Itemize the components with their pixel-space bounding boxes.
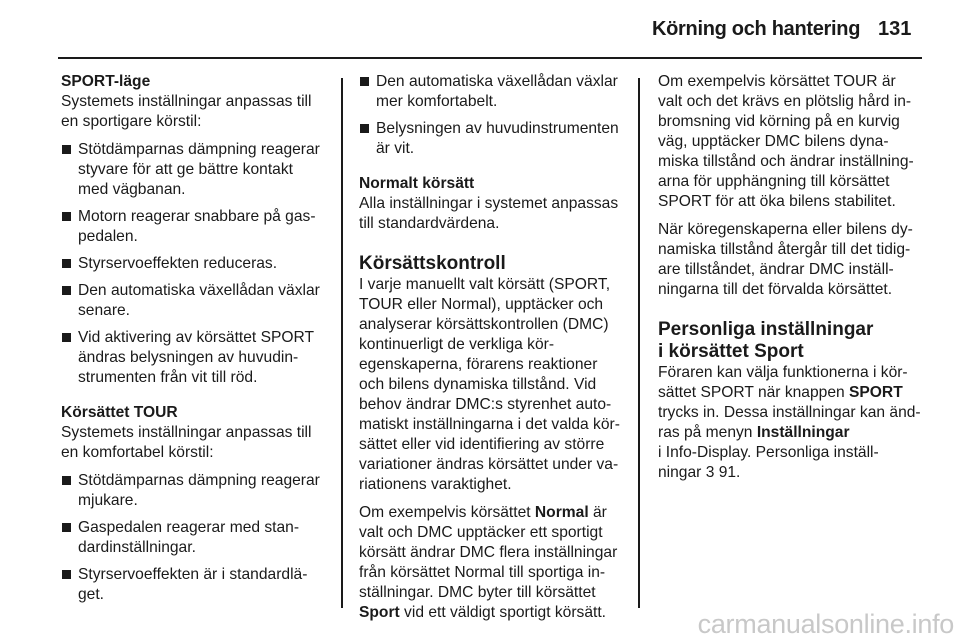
text-line: Systemets inställningar anpassas till xyxy=(61,93,312,110)
text-line: arna för upphängning till körsättet xyxy=(658,173,890,190)
text-line: Den automatiska växellådan växlar xyxy=(78,282,320,299)
text-line: strumenten från vit till röd. xyxy=(78,369,258,386)
text-line: variationer ändras körsättet under va- xyxy=(359,456,619,473)
text-line: trycks in. Dessa inställningar kan änd- xyxy=(658,404,921,421)
text-line xyxy=(359,603,631,623)
square-bullet-icon xyxy=(62,286,71,295)
text-line: Styrservoeffekten reduceras. xyxy=(78,255,278,272)
text-line: Den automatiska växellådan växlar xyxy=(376,73,618,90)
square-bullet-icon xyxy=(62,259,71,268)
text-line: körsätt ändrar DMC flera inställningar xyxy=(359,544,618,561)
text-line: are tillståndet, ändrar DMC inställ- xyxy=(658,261,894,278)
text-line: ställningar. DMC byter till körsättet xyxy=(359,584,596,601)
text-line: Motorn reagerar snabbare på gas- xyxy=(78,208,316,225)
text-line: Stötdämparnas dämpning reagerar xyxy=(78,472,320,489)
heading-line: i körsättet Sport xyxy=(658,341,804,362)
text-line: Föraren kan välja funktionerna i kör- xyxy=(658,364,908,381)
text-line: valt och det krävs en plötslig hård in- xyxy=(658,93,912,110)
text-line: matiskt inställningarna i det valda kör- xyxy=(359,416,620,433)
column-divider-2 xyxy=(638,78,640,608)
text-line: mjukare. xyxy=(78,492,138,509)
text-line: Styrservoeffekten är i standardlä- xyxy=(78,566,308,583)
text-line: behov ändrar DMC:s styrenhet auto- xyxy=(359,396,612,413)
text-line: Stötdämparnas dämpning reagerar xyxy=(78,141,320,158)
text-line xyxy=(658,383,933,403)
square-bullet-icon xyxy=(62,333,71,342)
text-line: en komfortabel körstil: xyxy=(61,444,214,461)
tour-list xyxy=(61,471,333,605)
list-item xyxy=(359,119,631,159)
text-line xyxy=(658,423,933,443)
text-line: Alla inställningar i systemet anpassas xyxy=(359,195,619,212)
text-line: Om exempelvis körsättet TOUR är xyxy=(658,73,896,90)
text-line xyxy=(658,463,933,483)
text-line: TOUR eller Normal), upptäcker och xyxy=(359,296,604,313)
bold-term: Inställningar xyxy=(756,424,850,441)
text-line: När köregenskaperna eller bilens dy- xyxy=(658,221,913,238)
text-span: är xyxy=(588,504,607,521)
text-line: sättet eller vid identifiering av större xyxy=(359,436,605,453)
text-line: valt och DMC upptäcker ett sportigt xyxy=(359,524,603,541)
text-line: SPORT för att öka bilens stabilitet. xyxy=(658,193,896,210)
bold-term: SPORT xyxy=(849,384,903,401)
list-item xyxy=(61,207,333,247)
text-line: dardinställningar. xyxy=(78,539,196,556)
text-line: en sportigare körstil: xyxy=(61,113,202,130)
text-line: från körsättet Normal till sportiga in- xyxy=(359,564,606,581)
page-title: Körning och hantering xyxy=(652,18,861,40)
control-heading: Körsättskontroll xyxy=(359,253,506,274)
text-line: och bilens dynamiska tillstånd. Vid xyxy=(359,376,597,393)
personal-heading xyxy=(658,319,933,363)
square-bullet-icon xyxy=(62,212,71,221)
column-divider-1 xyxy=(341,78,343,608)
list-item xyxy=(61,565,333,605)
square-bullet-icon xyxy=(62,523,71,532)
column-3 xyxy=(658,72,933,483)
text-line: styvare för att ge bättre kontakt xyxy=(78,161,293,178)
header-rule xyxy=(58,57,922,59)
normal-text xyxy=(359,194,631,234)
text-line: ändras belysningen av huvudin- xyxy=(78,349,299,366)
bold-term: Sport xyxy=(359,604,400,621)
column-2 xyxy=(359,72,631,623)
square-bullet-icon xyxy=(62,476,71,485)
list-item xyxy=(359,72,631,112)
personal-paragraph xyxy=(658,363,933,483)
list-item xyxy=(61,140,333,200)
text-line: senare. xyxy=(78,302,131,319)
list-item xyxy=(61,281,333,321)
normal-heading: Normalt körsätt xyxy=(359,175,475,192)
text-line: Systemets inställningar anpassas till xyxy=(61,424,312,441)
text-span: vid ett väldigt sportigt körsätt. xyxy=(399,604,606,621)
text-line: pedalen. xyxy=(78,228,138,245)
list-item xyxy=(61,254,333,274)
tour-heading: Körsättet TOUR xyxy=(61,404,178,421)
page-number: 131 xyxy=(878,18,912,40)
text-line: namiska tillstånd återgår till det tidig- xyxy=(658,241,911,258)
text-line: med vägbanan. xyxy=(78,181,186,198)
heading-line: Personliga inställningar xyxy=(658,319,874,340)
square-bullet-icon xyxy=(62,570,71,579)
text-span: ningar xyxy=(658,464,706,481)
square-bullet-icon xyxy=(360,77,369,86)
text-line: Vid aktivering av körsättet SPORT xyxy=(78,329,315,346)
square-bullet-icon xyxy=(62,145,71,154)
text-line: väg, upptäcker DMC bilens dyna- xyxy=(658,133,889,150)
restore-paragraph xyxy=(658,220,933,300)
list-item xyxy=(61,518,333,558)
text-line: get. xyxy=(78,586,105,603)
page-reference-icon[interactable]: 3 xyxy=(705,464,715,481)
text-line: bromsning vid körning på en kurvig xyxy=(658,113,900,130)
tour-example-paragraph xyxy=(658,72,933,212)
example-paragraph xyxy=(359,503,631,623)
text-line: mer komfortabelt. xyxy=(376,93,498,110)
text-span: sättet SPORT när knappen xyxy=(658,384,849,401)
text-line: i Info-Display. Personliga inställ- xyxy=(658,444,879,461)
text-line: kontinuerligt de verkliga kör- xyxy=(359,336,555,353)
text-line: riationens varaktighet. xyxy=(359,476,512,493)
text-line: till standardvärdena. xyxy=(359,215,500,232)
text-span: ras på menyn xyxy=(658,424,757,441)
control-paragraph xyxy=(359,275,631,495)
tour-intro xyxy=(61,423,333,463)
text-line: Belysningen av huvudinstrumenten xyxy=(376,120,619,137)
page-reference[interactable]: 91. xyxy=(714,464,741,481)
sport-intro xyxy=(61,92,333,132)
list-item xyxy=(61,328,333,388)
text-line: är vit. xyxy=(376,140,415,157)
text-line: analyserar körsättskontrollen (DMC) xyxy=(359,316,609,333)
bold-term: Normal xyxy=(534,504,589,521)
text-span: Om exempelvis körsättet xyxy=(359,504,535,521)
sport-list xyxy=(61,140,333,388)
text-line xyxy=(359,503,631,523)
text-line: miska tillstånd och ändrar inställning- xyxy=(658,153,914,170)
square-bullet-icon xyxy=(360,124,369,133)
text-line: egenskaperna, förarens reaktioner xyxy=(359,356,598,373)
list-item xyxy=(61,471,333,511)
tour-list-continued xyxy=(359,72,631,159)
text-line: Gaspedalen reagerar med stan- xyxy=(78,519,300,536)
text-line: ningarna till det förvalda körsättet. xyxy=(658,281,893,298)
watermark: carmanualsonline.info xyxy=(697,609,954,639)
text-line: I varje manuellt valt körsätt (SPORT, xyxy=(359,276,611,293)
sport-heading: SPORT-läge xyxy=(61,73,151,90)
column-1 xyxy=(61,72,333,612)
